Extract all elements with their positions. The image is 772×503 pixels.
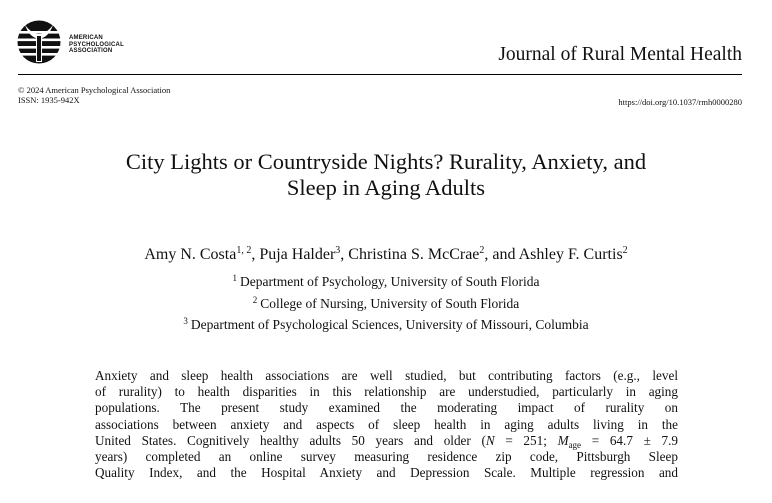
abstract-line: Anxiety and sleep health associations are well studied, but contributing factors (e.g., level	[95, 368, 678, 383]
abstract-line: years) completed an online survey measuring residence zip code, Pittsburgh Sleep	[95, 449, 678, 465]
author-name: Ashley F. Curtis	[518, 246, 623, 263]
doi-link[interactable]: https://doi.org/10.1037/rmh0000280	[618, 97, 742, 107]
sample-size-symbol: N	[485, 432, 495, 448]
affiliation-text: Department of Psychological Sciences, University of Missouri, Columbia	[190, 317, 589, 332]
publisher-name-line: AMERICAN	[69, 35, 103, 41]
abstract-text: = 64.7 ± 7.9	[581, 432, 678, 448]
abstract-text: United States. Cognitively healthy adults 50 years and older (	[95, 432, 486, 448]
publication-meta	[18, 86, 170, 105]
author-name: Amy N. Costa	[144, 246, 237, 263]
affiliation-text: College of Nursing, University of South Florida	[260, 295, 520, 311]
abstract-line: associations between anxiety and aspects of sleep health in aging adults living in the	[95, 416, 678, 432]
apa-logo	[16, 20, 136, 64]
article-title-line: Sleep in Aging Adults	[286, 175, 486, 200]
abstract-line: populations. The present study examined the moderating impact of rurality on	[95, 400, 678, 416]
author-affiliation-ref: 2	[622, 245, 628, 256]
issn: ISSN: 1935-942X	[18, 94, 80, 105]
author-separator: ,	[251, 246, 260, 263]
affiliation	[0, 271, 772, 293]
header-divider	[18, 74, 742, 75]
abstract	[95, 368, 678, 481]
mean-subscript: age	[568, 439, 582, 450]
article-title	[0, 149, 772, 201]
article-title-line: City Lights or Countryside Nights? Rurality, Anxiety, and	[125, 149, 647, 174]
abstract-line	[95, 433, 678, 449]
publisher-name-line: PSYCHOLOGICAL	[69, 41, 124, 48]
author-name: Puja Halder	[259, 246, 336, 263]
abstract-line: of rurality) to health disparities in this relationship are understudied, particularly in aging	[95, 384, 678, 400]
author-list	[0, 246, 772, 264]
affiliation-number: 1	[232, 273, 238, 283]
author-affiliation-ref: 2	[479, 245, 485, 256]
abstract-line: Quality Index, and the Hospital Anxiety and Depression Scale. Multiple regression and	[95, 465, 678, 481]
apa-emblem-icon	[16, 20, 62, 64]
publisher-name-line: ASSOCIATION	[69, 48, 113, 55]
author-affiliation-ref: 3	[335, 245, 341, 256]
journal-name: Journal of Rural Mental Health	[498, 44, 742, 65]
affiliation-number: 3	[183, 316, 188, 326]
author-affiliation-ref: 1, 2	[236, 245, 252, 256]
mean-symbol: M	[557, 432, 569, 448]
copyright-notice: © 2024 American Psychological Association	[18, 85, 171, 95]
affiliation-list	[0, 271, 772, 336]
affiliation	[0, 314, 772, 336]
affiliation-number: 2	[252, 294, 258, 305]
abstract-text: = 251;	[494, 432, 558, 448]
affiliation	[0, 293, 772, 315]
author-separator: , and	[484, 246, 519, 263]
author-separator: ,	[340, 246, 349, 263]
author-name: Christina S. McCrae	[348, 246, 480, 263]
affiliation-text: Department of Psychology, University of South Florida	[240, 274, 540, 289]
